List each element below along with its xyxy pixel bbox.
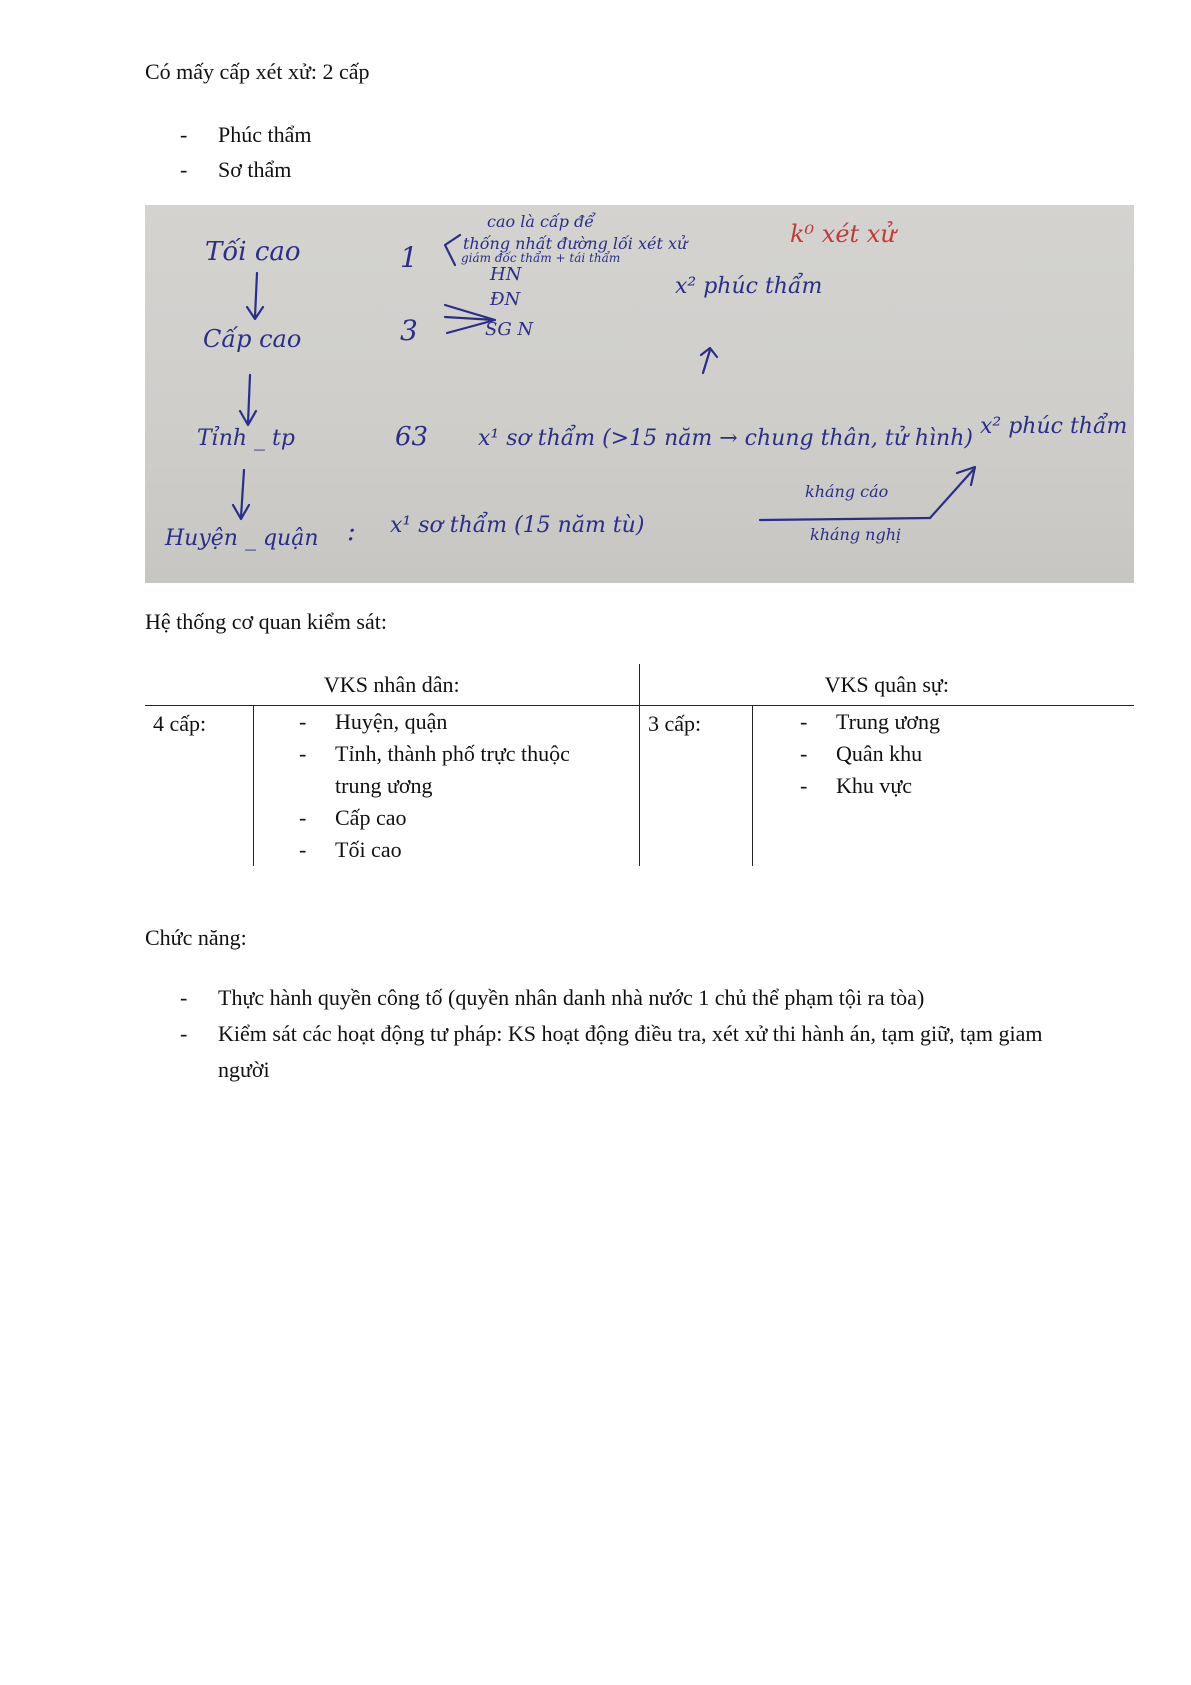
dash-bullet: -: [299, 741, 307, 766]
hw-count-3: 3: [400, 314, 418, 347]
hw-khang-nghi: kháng nghị: [810, 525, 902, 544]
list-item: [299, 706, 609, 738]
hw-fraction-line: [760, 518, 930, 520]
handwritten-notes-drawing: [145, 205, 1134, 583]
hw-arrow-down-1: [247, 273, 263, 319]
list-item-text: Huyện, quận: [335, 709, 448, 734]
hw-arrow-down-3: [233, 470, 249, 519]
table-header-row: [145, 664, 1134, 706]
dash-bullet: -: [800, 773, 808, 798]
hw-level-tinh-tp: Tỉnh _ tp: [197, 426, 295, 451]
list-item-text: Trung ương: [836, 709, 941, 734]
hw-arrow-diagonal: [930, 467, 975, 518]
dash-bullet: -: [299, 805, 307, 830]
list-item-text: Thực hành quyền công tố (quyền nhân danh nhà nước 1 chủ thể phạm tội ra tòa): [218, 985, 925, 1010]
dash-bullet: -: [800, 709, 808, 734]
dash-bullet: -: [180, 985, 188, 1010]
hw-count-63: 63: [395, 422, 429, 452]
list-item-text: Tỉnh, thành phố trực thuộc trung ương: [335, 741, 570, 798]
list-item-text: Khu vực: [836, 773, 913, 798]
table-cell-people-levels: [253, 706, 639, 866]
hw-arrow-up: [701, 348, 717, 373]
functions-list: [180, 980, 1080, 1088]
dash-bullet: -: [180, 157, 188, 182]
list-item: [299, 738, 609, 802]
list-item-text: Sơ thẩm: [218, 157, 292, 182]
table-header-people: VKS nhân dân:: [323, 671, 460, 697]
hw-arrow-down-2: [240, 375, 256, 425]
hw-city-hn: HN: [490, 264, 522, 285]
people-levels-list: [254, 706, 609, 866]
hw-x2-phuc-tham: x² phúc thẩm: [675, 274, 823, 299]
list-item-text: Kiểm sát các hoạt động tư pháp: KS hoạt động điều tra, xét xử thi hành án, tạm giữ, tạm giam người: [218, 1021, 1043, 1082]
list-item: [180, 1016, 1080, 1088]
dash-bullet: -: [180, 122, 188, 147]
hw-level-toi-cao: Tối cao: [205, 237, 301, 267]
hw-khang-cao: kháng cáo: [805, 482, 889, 501]
list-item: [180, 117, 312, 152]
table-cell-military-count: 3 cấp:: [639, 706, 752, 866]
list-item: [180, 152, 312, 187]
list-item: [299, 802, 609, 834]
hw-note-top-1: cao là cấp để: [487, 212, 595, 231]
table-cell-people-count: 4 cấp:: [153, 711, 207, 736]
handwritten-notes-photo: [145, 205, 1134, 583]
list-item-text: Phúc thẩm: [218, 122, 312, 147]
hw-red-note: k⁰ xét xử: [790, 220, 896, 248]
dash-bullet: -: [180, 1021, 188, 1046]
military-levels-list: [753, 706, 1134, 802]
list-item: [800, 738, 1134, 770]
section-heading-functions: Chức năng:: [145, 925, 247, 950]
hw-bracket-1: [445, 235, 460, 265]
trial-levels-list: [180, 117, 312, 187]
hw-row-huyen: x¹ sơ thẩm (15 năm tù): [390, 513, 645, 538]
list-item: [299, 834, 609, 866]
hw-level-huyen-quan: Huyện _ quận: [165, 526, 319, 551]
section-heading-trial-levels: Có mấy cấp xét xử: 2 cấp: [145, 59, 370, 84]
hw-note-top-3: giám đốc thẩm + tái thẩm: [461, 251, 621, 265]
list-item: [180, 980, 1080, 1016]
hw-row-tinh-right: x² phúc thẩm: [980, 414, 1128, 439]
list-item: [800, 706, 1134, 738]
hw-note-top-2: thống nhất đường lối xét xử: [463, 234, 688, 253]
dash-bullet: -: [800, 741, 808, 766]
dash-bullet: -: [299, 837, 307, 862]
list-item-text: Quân khu: [836, 741, 923, 766]
hw-colon: :: [347, 517, 356, 547]
list-item-text: Cấp cao: [335, 805, 407, 830]
section-heading-procuracy: Hệ thống cơ quan kiểm sát:: [145, 609, 387, 634]
list-item: [800, 770, 1134, 802]
list-item-text: Tối cao: [335, 837, 402, 862]
hw-city-sg: SG N: [485, 319, 534, 340]
hw-row-tinh: x¹ sơ thẩm (>15 năm → chung thân, tử hình): [478, 426, 973, 451]
dash-bullet: -: [299, 709, 307, 734]
hw-count-1: 1: [400, 241, 418, 274]
table-header-military: VKS quân sự:: [639, 664, 1135, 705]
hw-level-cap-cao: Cấp cao: [203, 325, 302, 353]
procuracy-table: [145, 664, 1134, 866]
table-cell-military-levels: [752, 706, 1134, 866]
hw-city-dn: ĐN: [490, 289, 521, 310]
table-body-row: [145, 706, 1134, 866]
